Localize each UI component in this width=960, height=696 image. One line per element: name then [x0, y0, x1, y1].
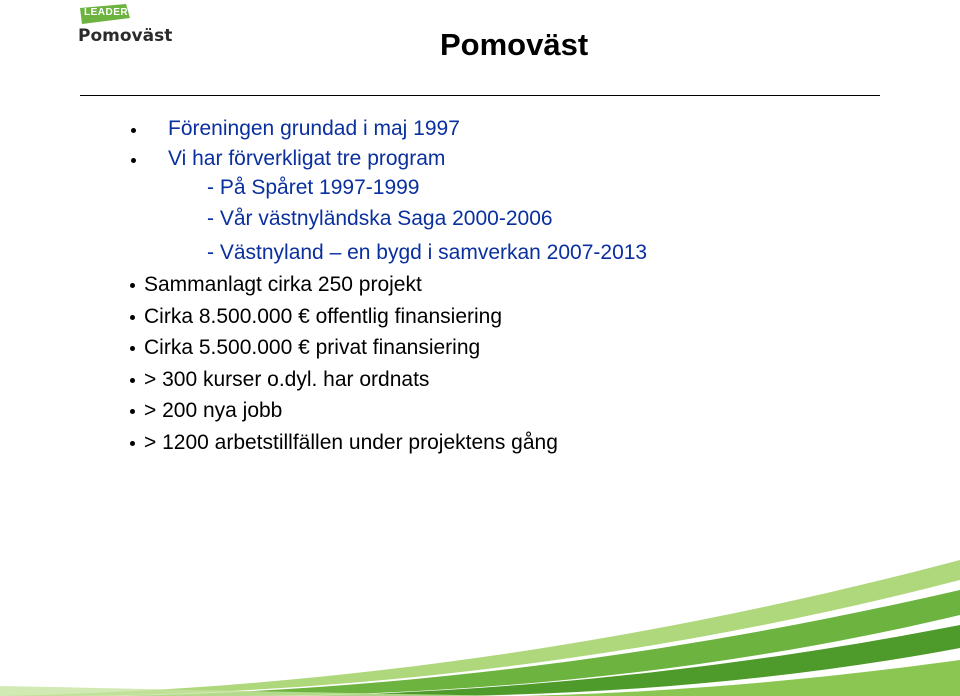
sub-line-2: - Vår västnyländska Saga 2000-2006	[207, 207, 553, 230]
title-divider	[80, 95, 880, 96]
bullet-dot	[131, 158, 136, 163]
bullet-dot	[130, 378, 135, 383]
bullet-dot	[130, 283, 135, 288]
bullet-line-6: > 300 kurser o.dyl. har ordnats	[144, 368, 430, 391]
sub-line-1: - På Spåret 1997-1999	[207, 176, 420, 199]
bullet-line-7: > 200 nya jobb	[144, 399, 283, 422]
bullet-line-4: Cirka 8.500.000 € offentlig finansiering	[144, 305, 503, 328]
bullet-line-8: > 1200 arbetstillfällen under projektens gång	[144, 431, 558, 454]
logo-name: Pomoväst	[78, 26, 173, 46]
bullet-line-3: Sammanlagt cirka 250 projekt	[144, 273, 422, 296]
bullet-line-1: Föreningen grundad i maj 1997	[168, 117, 460, 140]
bullet-dot	[130, 315, 135, 320]
slide-title: Pomoväst	[440, 27, 589, 62]
bullet-dot	[130, 346, 135, 351]
bullet-line-2: Vi har förverkligat tre program	[168, 147, 446, 170]
bullet-dot	[130, 441, 135, 446]
bullet-dot	[131, 128, 136, 133]
sub-line-3: - Västnyland – en bygd i samverkan 2007-2013	[207, 241, 648, 264]
bullet-line-5: Cirka 5.500.000 € privat finansiering	[144, 336, 481, 359]
leader-badge-label: LEADER	[84, 7, 129, 18]
bullet-dot	[130, 409, 135, 414]
pomovast-logo	[78, 4, 188, 50]
